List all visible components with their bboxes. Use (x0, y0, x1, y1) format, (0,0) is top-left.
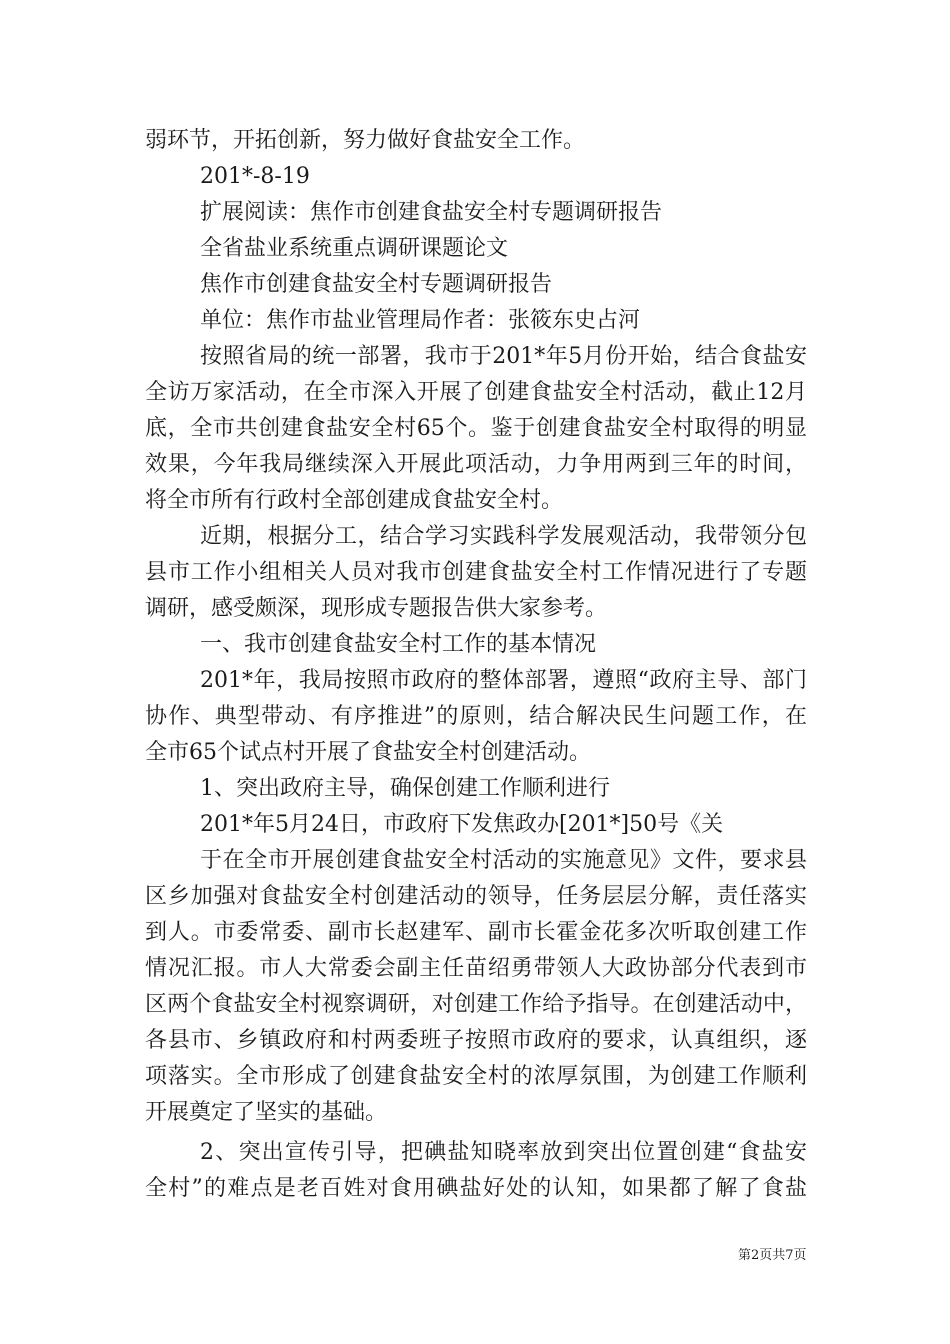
subsection-heading: 1、突出政府主导，确保创建工作顺利进行 (200, 776, 610, 801)
page-number: 第2页共7页 (738, 1248, 807, 1263)
text-line: 按照省局的统一部署，我市于201*年5月份开始，结合食盐安 (200, 344, 807, 369)
text-line: 情况汇报。市人大常委会副主任苗绍勇带领人大政协部分代表到市 (145, 956, 807, 981)
text-line: 201*年，我局按照市政府的整体部署，遵照“政府主导、部门 (200, 668, 807, 693)
text-line: 各县市、乡镇政府和村两委班子按照市政府的要求，认真组织，逐 (145, 1028, 807, 1053)
text-line: 区两个食盐安全村视察调研，对创建工作给予指导。在创建活动中， (145, 992, 807, 1017)
extended-reading-line: 扩展阅读：焦作市创建食盐安全村专题调研报告 (200, 200, 663, 225)
text-line: 全市65个试点村开展了食盐安全村创建活动。 (145, 740, 591, 765)
date-line: 201*-8-19 (200, 164, 310, 189)
text-line: 弱环节，开拓创新，努力做好食盐安全工作。 (145, 128, 586, 153)
text-line: 全村”的难点是老百姓对食用碘盐好处的认知，如果都了解了食盐 (145, 1176, 807, 1201)
text-line: 调研，感受颇深，现形成专题报告供大家参考。 (145, 596, 608, 621)
text-line: 2、突出宣传引导，把碘盐知晓率放到突出位置创建“食盐安 (200, 1140, 807, 1165)
text-line: 201*年5月24日，市政府下发焦政办[201*]50号《关 (200, 812, 724, 837)
text-line: 将全市所有行政村全部创建成食盐安全村。 (145, 488, 564, 513)
section-heading: 一、我市创建食盐安全村工作的基本情况 (200, 632, 597, 657)
report-title-line: 焦作市创建食盐安全村专题调研报告 (200, 272, 553, 297)
subtitle-line: 全省盐业系统重点调研课题论文 (200, 236, 509, 261)
text-line: 项落实。全市形成了创建食盐安全村的浓厚氛围，为创建工作顺利 (145, 1064, 807, 1089)
text-line: 到人。市委常委、副市长赵建军、副市长霍金花多次听取创建工作 (145, 920, 807, 945)
text-line: 协作、典型带动、有序推进”的原则，结合解决民生问题工作，在 (145, 704, 807, 729)
text-line: 近期，根据分工，结合学习实践科学发展观活动，我带领分包 (200, 524, 807, 549)
text-line: 于在全市开展创建食盐安全村活动的实施意见》文件，要求县 (200, 848, 807, 873)
text-line: 县市工作小组相关人员对我市创建食盐安全村工作情况进行了专题 (145, 560, 807, 585)
text-line: 底，全市共创建食盐安全村65个。鉴于创建食盐安全村取得的明显 (145, 416, 807, 441)
author-line: 单位：焦作市盐业管理局作者：张筱东史占河 (200, 308, 641, 333)
text-line: 开展奠定了坚实的基础。 (145, 1100, 388, 1125)
text-line: 效果，今年我局继续深入开展此项活动，力争用两到三年的时间， (145, 452, 807, 477)
text-line: 全访万家活动，在全市深入开展了创建食盐安全村活动，截止12月 (145, 380, 807, 405)
text-line: 区乡加强对食盐安全村创建活动的领导，任务层层分解，责任落实 (145, 884, 807, 909)
